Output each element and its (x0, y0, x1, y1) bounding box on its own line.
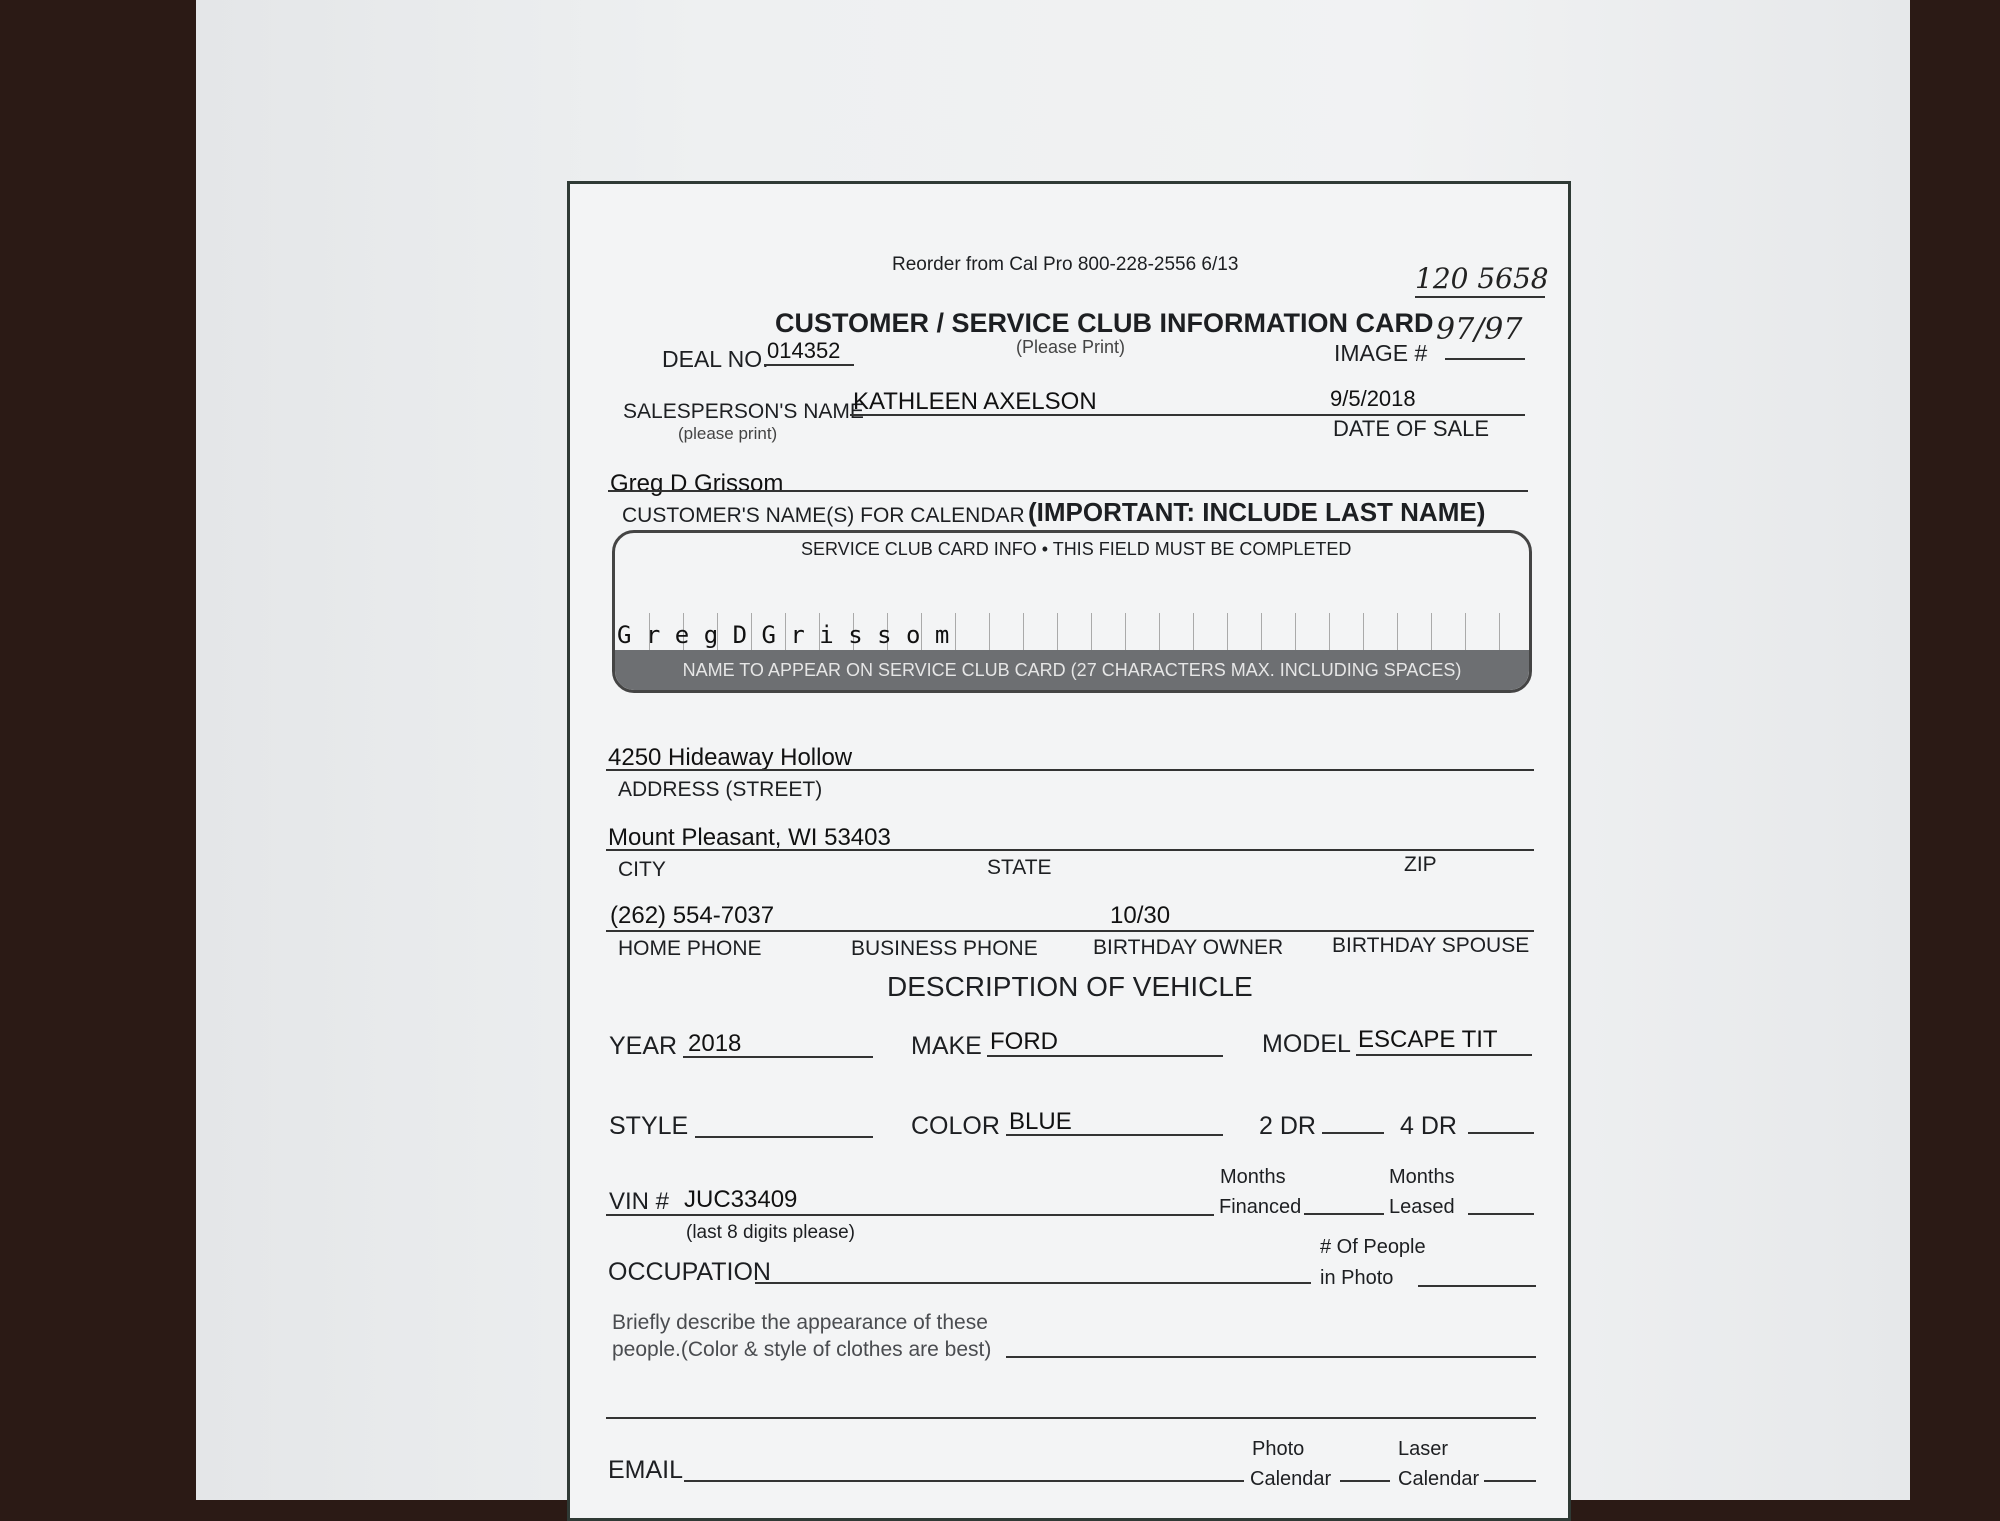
grid-tick (1329, 613, 1330, 653)
grid-tick (955, 613, 956, 653)
laser-calendar-line (1484, 1480, 1536, 1482)
grid-tick (1397, 613, 1398, 653)
salesperson-subnote: (please print) (678, 424, 778, 443)
service-club-heading: SERVICE CLUB CARD INFO • THIS FIELD MUST BE COMPLETED (801, 539, 1352, 559)
grid-tick (1125, 613, 1126, 653)
grid-tick (1363, 613, 1364, 653)
home-phone-label: HOME PHONE (618, 937, 762, 960)
address-label: ADDRESS (STREET) (618, 778, 823, 801)
make-value: FORD (990, 1028, 1058, 1055)
hand-number-underline (1415, 296, 1545, 298)
year-line (683, 1056, 873, 1058)
city-value: Mount Pleasant, WI 53403 (608, 824, 891, 851)
people-count-label-2: in Photo (1320, 1267, 1394, 1289)
photo-label: Photo (1252, 1438, 1305, 1460)
home-phone-value: (262) 554-7037 (610, 902, 775, 929)
grid-tick (1091, 613, 1092, 653)
important-note: (IMPORTANT: INCLUDE LAST NAME) (1028, 497, 1486, 527)
financed-line (1304, 1213, 1384, 1215)
make-line (987, 1055, 1223, 1057)
grid-tick (1159, 613, 1160, 653)
color-line (1006, 1134, 1223, 1136)
salesperson-label: SALESPERSON'S NAME (623, 400, 864, 423)
people-count-label-1: # Of People (1320, 1236, 1426, 1258)
grid-tick (1227, 613, 1228, 653)
occupation-line (755, 1282, 1311, 1284)
service-club-bar: NAME TO APPEAR ON SERVICE CLUB CARD (27 CHARACTERS MAX. INCLUDING SPACES) (615, 650, 1529, 690)
grid-tick (1465, 613, 1466, 653)
deal-number-line (764, 364, 854, 366)
style-line (695, 1136, 873, 1138)
grid-tick (989, 613, 990, 653)
color-label: COLOR (911, 1112, 1000, 1140)
photo-calendar-label: Calendar (1250, 1468, 1332, 1490)
phone-line (606, 930, 1534, 932)
email-line (684, 1480, 1244, 1482)
customer-name-value: Greg D Grissom (610, 470, 784, 497)
year-value: 2018 (688, 1030, 742, 1057)
city-label: CITY (618, 858, 666, 881)
model-value: ESCAPE TIT (1358, 1026, 1498, 1053)
grid-tick (1499, 613, 1500, 653)
months-leased-top: Months (1389, 1166, 1455, 1188)
please-print-note: (Please Print) (1016, 337, 1126, 357)
laser-calendar-label: Calendar (1398, 1468, 1480, 1490)
months-financed-top: Months (1220, 1166, 1286, 1188)
people-count-line (1418, 1285, 1536, 1287)
handwritten-number: 120 5658 (1415, 262, 1549, 295)
birthday-owner-label: BIRTHDAY OWNER (1093, 936, 1284, 959)
grid-tick (1431, 613, 1432, 653)
grid-tick (1295, 613, 1296, 653)
model-label: MODEL (1262, 1030, 1351, 1058)
style-label: STYLE (609, 1112, 689, 1140)
state-label: STATE (987, 856, 1052, 879)
vin-value: JUC33409 (684, 1186, 798, 1213)
city-line (606, 849, 1534, 851)
describe-line-2: people.(Color & style of clothes are best) (612, 1338, 992, 1361)
birthday-spouse-label: BIRTHDAY SPOUSE (1332, 934, 1530, 957)
card-title: CUSTOMER / SERVICE CLUB INFORMATION CARD (775, 308, 1434, 338)
service-club-box (612, 530, 1532, 693)
deal-number-label: DEAL NO. (662, 346, 769, 372)
describe-extra-line (606, 1417, 1536, 1419)
email-label: EMAIL (608, 1456, 684, 1484)
image-number-line (1445, 358, 1525, 360)
date-of-sale-label: DATE OF SALE (1333, 416, 1490, 441)
model-line (1356, 1054, 1532, 1056)
occupation-label: OCCUPATION (608, 1258, 771, 1286)
four-door-line (1468, 1132, 1534, 1134)
describe-line (1006, 1356, 1536, 1358)
vin-note: (last 8 digits please) (686, 1222, 855, 1243)
make-label: MAKE (911, 1032, 982, 1060)
deal-number-value: 014352 (767, 338, 841, 363)
vin-label: VIN # (609, 1188, 670, 1215)
describe-line-1: Briefly describe the appearance of these (612, 1311, 988, 1334)
four-door-label: 4 DR (1400, 1112, 1457, 1140)
image-number-label: IMAGE # (1334, 340, 1428, 366)
photo-calendar-line (1340, 1480, 1390, 1482)
leased-line (1468, 1213, 1534, 1215)
date-of-sale-value: 9/5/2018 (1330, 386, 1416, 411)
image-number-value: 97/97 (1436, 312, 1523, 347)
vehicle-heading: DESCRIPTION OF VEHICLE (887, 971, 1253, 1002)
grid-tick (1023, 613, 1024, 653)
salesperson-value: KATHLEEN AXELSON (853, 388, 1097, 415)
leased-label: Leased (1389, 1196, 1455, 1218)
grid-tick (1193, 613, 1194, 653)
address-value: 4250 Hideaway Hollow (608, 744, 853, 771)
business-phone-label: BUSINESS PHONE (851, 937, 1038, 960)
service-club-name-letters: G r e g D G r i s s o m (617, 621, 950, 649)
laser-label: Laser (1398, 1438, 1449, 1460)
customer-name-label: CUSTOMER'S NAME(S) FOR CALENDAR (622, 504, 1025, 527)
address-line (606, 769, 1534, 771)
grid-tick (1057, 613, 1058, 653)
reorder-text: Reorder from Cal Pro 800-228-2556 6/13 (892, 254, 1239, 275)
color-value: BLUE (1009, 1108, 1072, 1135)
two-door-label: 2 DR (1259, 1112, 1316, 1140)
vin-line (606, 1214, 1214, 1216)
birthday-owner-value: 10/30 (1110, 902, 1171, 929)
grid-tick (1261, 613, 1262, 653)
customer-name-line (608, 490, 1528, 492)
year-label: YEAR (609, 1032, 678, 1060)
financed-label: Financed (1219, 1196, 1302, 1218)
two-door-line (1322, 1132, 1384, 1134)
zip-label: ZIP (1404, 853, 1437, 876)
